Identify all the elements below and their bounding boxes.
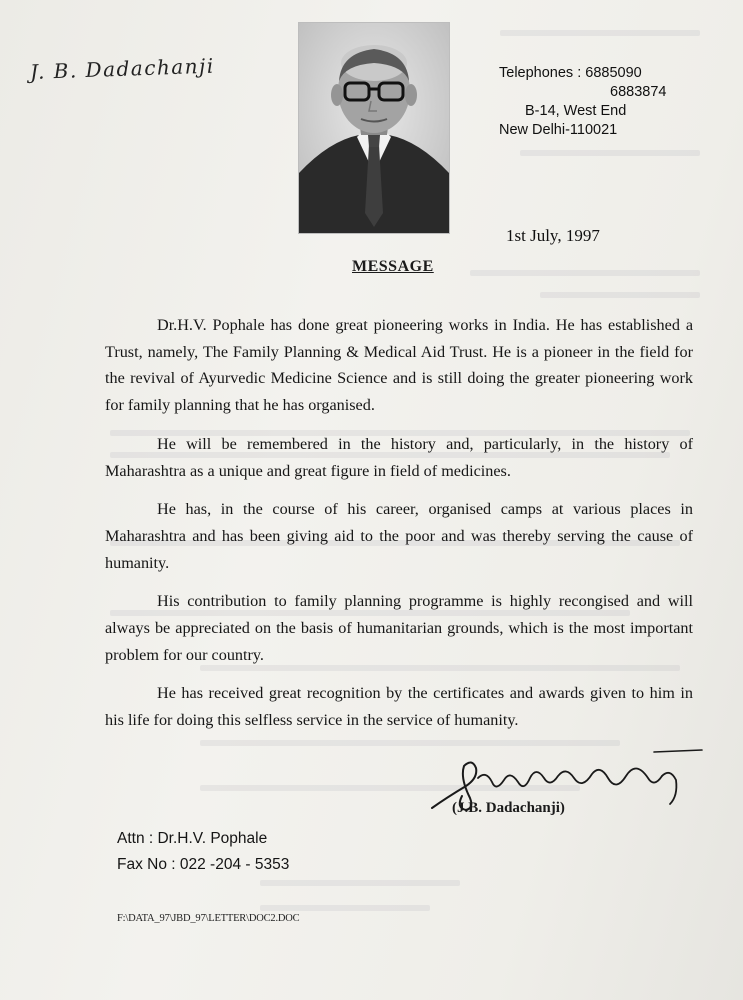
letter-date: 1st July, 1997 (506, 226, 600, 245)
file-path: F:\DATA_97\JBD_97\LETTER\DOC2.DOC (117, 913, 300, 924)
fax-line: Fax No : 022 -204 - 5353 (117, 856, 290, 873)
paragraph-1: Dr.H.V. Pophale has done great pioneering works in India. He has established a Trust, namely, The Family Planning & Medical Aid Trust. He is a pioneer in the field for the revival of Ayurvedic Medicine Science and is still doing the greater pioneering work for family planning that he has organised. (105, 316, 693, 415)
letterhead-name: J. B. Dadachanji (29, 53, 216, 84)
telephone-2: 6883874 (610, 84, 667, 100)
contact-block (499, 64, 689, 140)
paragraph-3: He has, in the course of his career, organised camps at various places in Maharashtra and has been giving aid to the poor and was thereby serving the cause of humanity. (105, 500, 693, 572)
portrait-photo (298, 22, 450, 234)
address-line-2: New Delhi-110021 (499, 122, 618, 138)
telephones-line: Telephones : 6885090 (499, 65, 642, 81)
portrait-illustration (299, 23, 449, 233)
message-body (105, 312, 693, 746)
address-line-1: B-14, West End (525, 103, 627, 119)
message-heading: MESSAGE (352, 258, 434, 275)
paragraph-2: He will be remembered in the history and, particularly, in the history of Maharashtra as a unique and great figure in field of medicines. (105, 434, 693, 480)
attention-line: Attn : Dr.H.V. Pophale (117, 830, 268, 847)
paragraph-5: He has received great recognition by the certificates and awards given to him in his life for doing this selfless service in the service of humanity. (105, 684, 693, 730)
paragraph-4: His contribution to family planning programme is highly recongised and will always be appreciated on the basis of humanitarian grounds, which is the most important problem for our country. (105, 592, 693, 664)
signer-name: (J.B. Dadachanji) (452, 800, 565, 816)
